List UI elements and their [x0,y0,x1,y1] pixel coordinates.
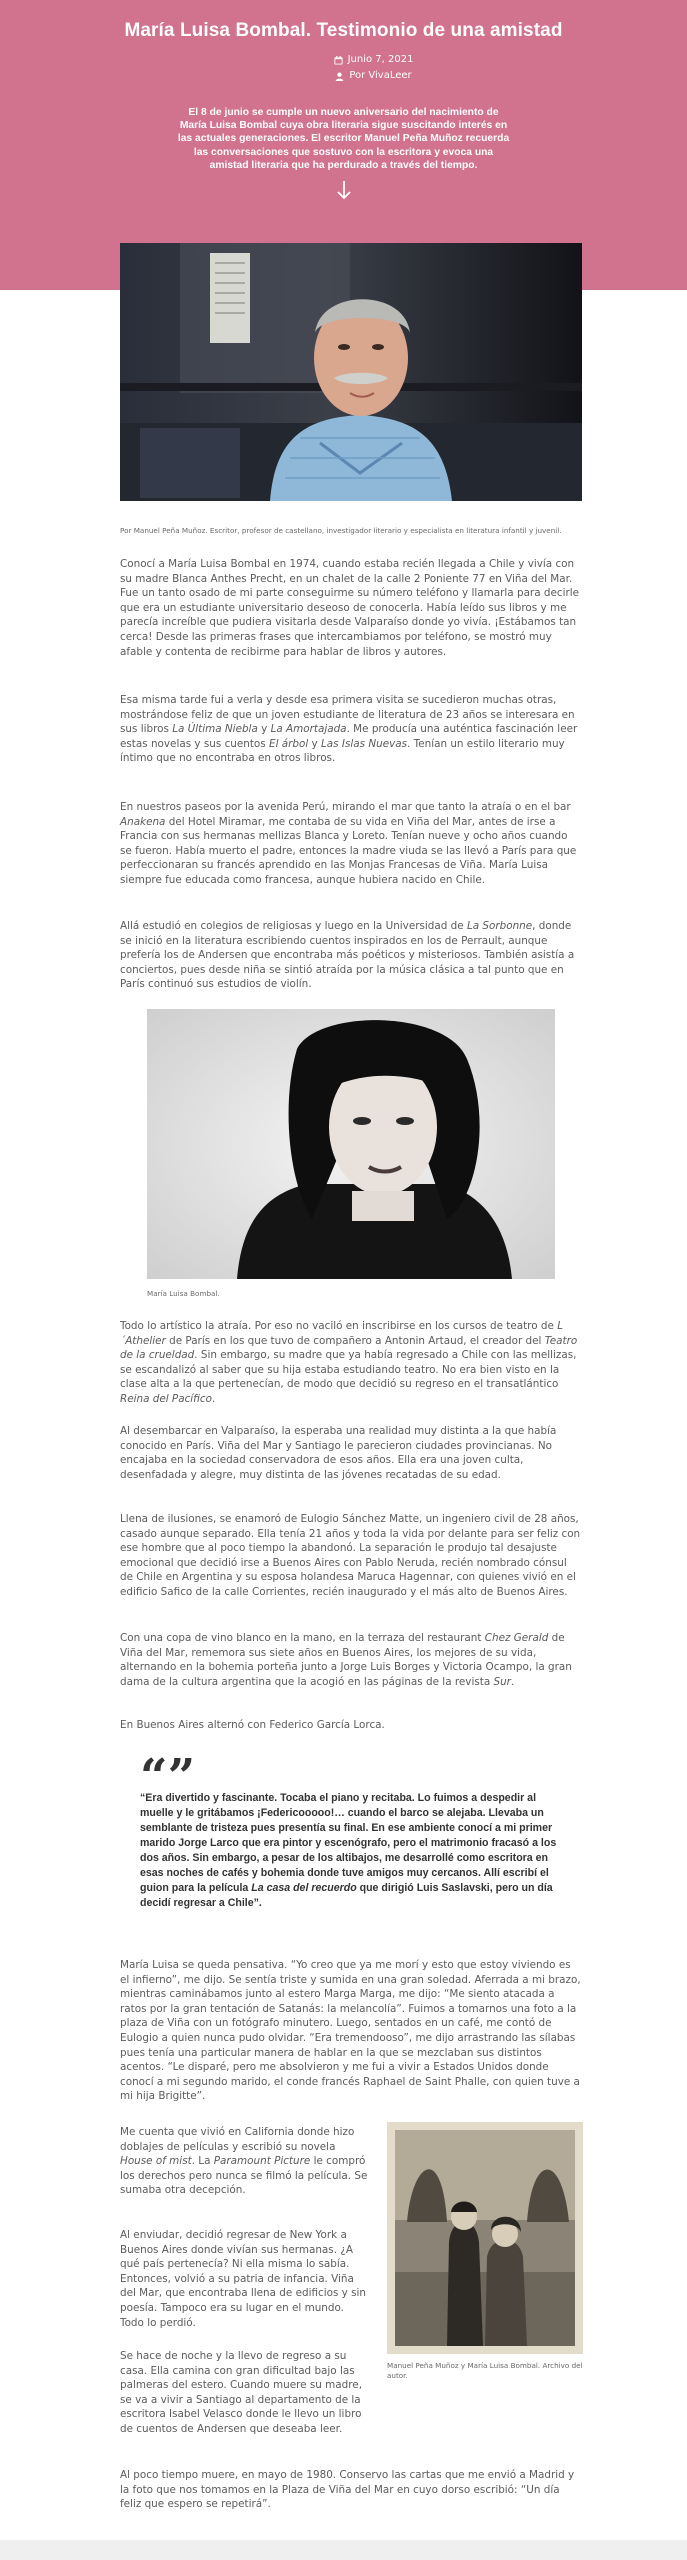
novel-title: House of mist [120,2155,192,2168]
bombal-portrait-caption: María Luisa Bombal. [147,1289,220,1298]
paragraph-14: Al poco tiempo muere, en mayo de 1980. Conservo las cartas que me envió a Madrid y la foto que nos tomamos en la Plaza de Viña del Mar en cuyo dorso escribió: “Un día feliz que espero se repetirá”. [120,2469,575,2511]
footer-band [0,2540,687,2560]
paragraph-6: Al desembarcar en Valparaíso, la esperaba una realidad muy distinta a la que había conocido en París. Viña del Mar y Santiago le parecieron ciudades provincianas. No encajaba en la sociedad conservadora de esos años. Ella era una joven culta, desenfadada y alegre, muy distinta de las jóvenes recatadas de su edad. [120,1425,557,1481]
paragraph-9: En Buenos Aires alternó con Federico García Lorca. [120,1719,385,1731]
archive-photo-caption: Manuel Peña Muñoz y María Luisa Bombal. Archivo del autor. [387,2361,583,2380]
post-author[interactable]: Por VivaLeer [349,70,412,81]
paragraph-1: Conocí a María Luisa Bombal en 1974, cuando estaba recién llegada a Chile y vivía con su madre Blanca Anthes Precht, en un chalet de la calle 2 Poniente 77 en Viña del Mar. Fue un tanto osado de mi parte conseguirme su número teléfono y llamarla para decirle que era un estudiante universitario deseoso de conocerla. Había leído sus libros y me parecía increíble que pudiera visitarla desde Valparaíso donde yo vivía. ¡Estábamos tan cerca! Desde las primeras frases que intercambiamos por teléfono, se mostró muy afable y contenta de recibirme para hablar de libros y autores. [120,558,580,658]
studio-name: Paramount Picture [213,2155,311,2168]
page-title: María Luisa Bombal. Testimonio de una amistad [124,20,563,41]
user-icon [335,72,344,81]
paragraph-4: Allá estudió en colegios de religiosas y luego en la Universidad de La Sorbonne, donde se inició en la literatura escribiendo cuentos inspirados en los de Perrault, aunque prefería los de Andersen que encontraba más poéticos y misteriosos. También asistía a conciertos, pues desde niña se sintió atraída por la música clásica a tal punto que en París continuó sus estudios de violín. [120,920,575,991]
paragraph-8: Con una copa de vino blanco en la mano, en la terraza del restaurant Chez Gerald de Viña del Mar, rememora sus siete años en Buenos Aires, los mejores de su vida, alternando en la bohemia porteña junto a Jorge Luis Borges y Victoria Ocampo, la gran dama de la cultura argentina que la acogió en las páginas de la revista Sur. [120,1632,572,1688]
place-name: La Sorbonne [466,920,533,932]
lead-paragraph: El 8 de junio se cumple un nuevo aniversario del nacimiento de María Luisa Bombal cuya obra literaria sigue suscitando interés en las actuales generaciones. El escritor Manuel Peña Muñoz recuerda las conversaciones que sostuvo con la escritora y evoca una amistad literaria que ha perdurado a través del tiempo. [177,107,510,171]
paragraph-2: Esa misma tarde fui a verla y desde esa primera visita se sucedieron muchas otras, mostrándose feliz de que un joven estudiante de literatura de 23 años se interesara en sus libros La Última Niebla y La Amortajada. Me producía una auténtica fascinación leer estas novelas y sus cuentos El árbol y Las Islas Nuevas. Tenían un estilo literario muy íntimo que no encontraba en otros libros. [120,694,578,765]
place-name: L´Athelier [120,1320,563,1347]
calendar-icon [334,56,343,65]
paragraph-3: En nuestros paseos por la avenida Perú, mirando el mar que tanto la atraía o en el bar Anakena del Hotel Miramar, me contaba de su vida en Viña del Mar, antes de irse a Francia con sus hermanas mellizas Blanca y Loreto. Tenían nueve y ocho años cuando se fueron. Había muerto el padre, entonces la madre viuda se las llevó a París para que perfeccionaran su francés aprendido en las Monjas Francesas de Viña. María Luisa siempre fue educada como francesa, aunque hubiera nacido en Chile. [120,801,577,886]
quote-text: “Era divertido y fascinante. Tocaba el piano y recitaba. Lo fuimos a despedir al muelle y le gritábamos ¡Federicooooo!… cuando el barco se alejaba. Llevaba un semblante de tristeza pues presentía su final. En ese ambiente conocí a mi primer marido Jorge Larco que era pintor y escenógrafo, pero el matrimonio fracasó a los dos años. Sin embargo, a pesar de los altibajos, me desarrollé como escritora en esas noches de cafés y bohemia donde tuve amigos muy cercanos. Allí escribí el guion para la película La casa del recuerdo que dirigió Luis Saslavski, pero un día decidí regresar a Chile”. [140,1792,557,1909]
paragraph-10: María Luisa se queda pensativa. “Yo creo que ya me morí y esto que estoy viviendo es el infierno”, me dijo. Se sentía triste y sumida en una gran soledad. Aferrada a mi brazo, mientras caminábamos junto al estero Marga Marga, me dijo: “Me siento atacada a ratos por la gran tentación de Satanás: la melancolía”. Fuimos a tomarnos una foto a la plaza de Viña con un fotógrafo minutero. Luego, sentados en un café, me contó de Eulogio a quien nunca pudo olvidar. “Era tremendooso”, me dijo arrastrando las sílabas pues tenía una particular manera de hablar en la que se mezclaban sus distintos acentos. “Le disparé, pero me absolvieron y me fui a vivir a Estados Unidos donde conocí a mi segundo marido, el conde francés Raphael de Saint Phalle, con quien tuve a mi hija Brigitte”. [120,1959,581,2103]
paragraph-13: Se hace de noche y la llevo de regreso a su casa. Ella camina con gran dificultad bajo las palmeras del estero. Cuando muere su madre, se va a vivir a Santiago al departamento de la escritora Isabel Velasco donde le llevo un libro de cuentos de Andersen que deseaba leer. [120,2350,363,2435]
pull-quote [140,1749,558,1911]
quote-icon: “” [140,1749,196,1805]
place-name: Chez Gerald [484,1632,549,1644]
book-title: La Amortajada [270,723,347,736]
place-name: Anakena [120,815,166,828]
post-date[interactable]: Junio 7, 2021 [347,54,414,65]
archive-photo [387,2122,583,2354]
work-title: Teatro de la crueldad [120,1334,578,1362]
paragraph-7: Llena de ilusiones, se enamoró de Eulogio Sánchez Matte, un ingeniero civil de 28 años, casado aunque separado. Ella tenía 21 años y toda la vida por delante para ser feliz con ese hombre que al poco tiempo la abandonó. La separación le produjo tal desajuste emocional que decidió irse a Buenos Aires con Pablo Neruda, recién nombrado cónsul de Chile en Argentina y su esposa holandesa Maruca Hagennar, con quienes vivió en el edificio Safico de la calle Corrientes, recién inaugurado y el más alto de Buenos Aires. [120,1513,581,1598]
book-title: La Última Niebla [172,723,258,736]
arrow-down-icon[interactable] [0,180,687,200]
ship-name: Reina del Pacífico [120,1392,212,1405]
magazine-name: Sur [493,1675,511,1688]
paragraph-12: Al enviudar, decidió regresar de New York a Buenos Aires donde vivían sus hermanas. ¿A qué país pertenecía? Ni ella misma lo sabía. Entonces, volvió a su patria de infancia. Viña del Mar, que encontraba llena de edificios y sin poesía. Tampoco era su lugar en el mundo. Todo lo perdió. [120,2229,367,2329]
book-title: El árbol [269,737,309,750]
post-meta [0,52,687,84]
film-title: La casa del recuerdo [251,1882,357,1894]
book-title: Las Islas Nuevas [321,737,408,750]
author-photo [120,243,582,501]
bombal-portrait [147,1009,555,1279]
author-photo-caption: Por Manuel Peña Muñoz. Escritor, profesor de castellano, investigador literario y especialista en literatura infantil y juvenil. [120,526,562,535]
paragraph-11: Me cuenta que vivió en California donde hizo doblajes de películas y escribió su novela House of mist. La Paramount Picture le compró los derechos pero nunca se filmó la película. Se sumaba otra decepción. [120,2126,368,2197]
paragraph-5: Todo lo artístico la atraía. Por eso no vaciló en inscribirse en los cursos de teatro de L´Athelier de París en los que tuvo de compañero a Antonin Artaud, el creador del Teatro de la crueldad. Sin embargo, su madre que ya había regresado a Chile con las mellizas, se escandalizó al saber que su hija estaba estudiando teatro. No era bien visto en la clase alta a la que pertenecían, de modo que decidió su regreso en el transatlántico Reina del Pacífico. [120,1320,578,1405]
